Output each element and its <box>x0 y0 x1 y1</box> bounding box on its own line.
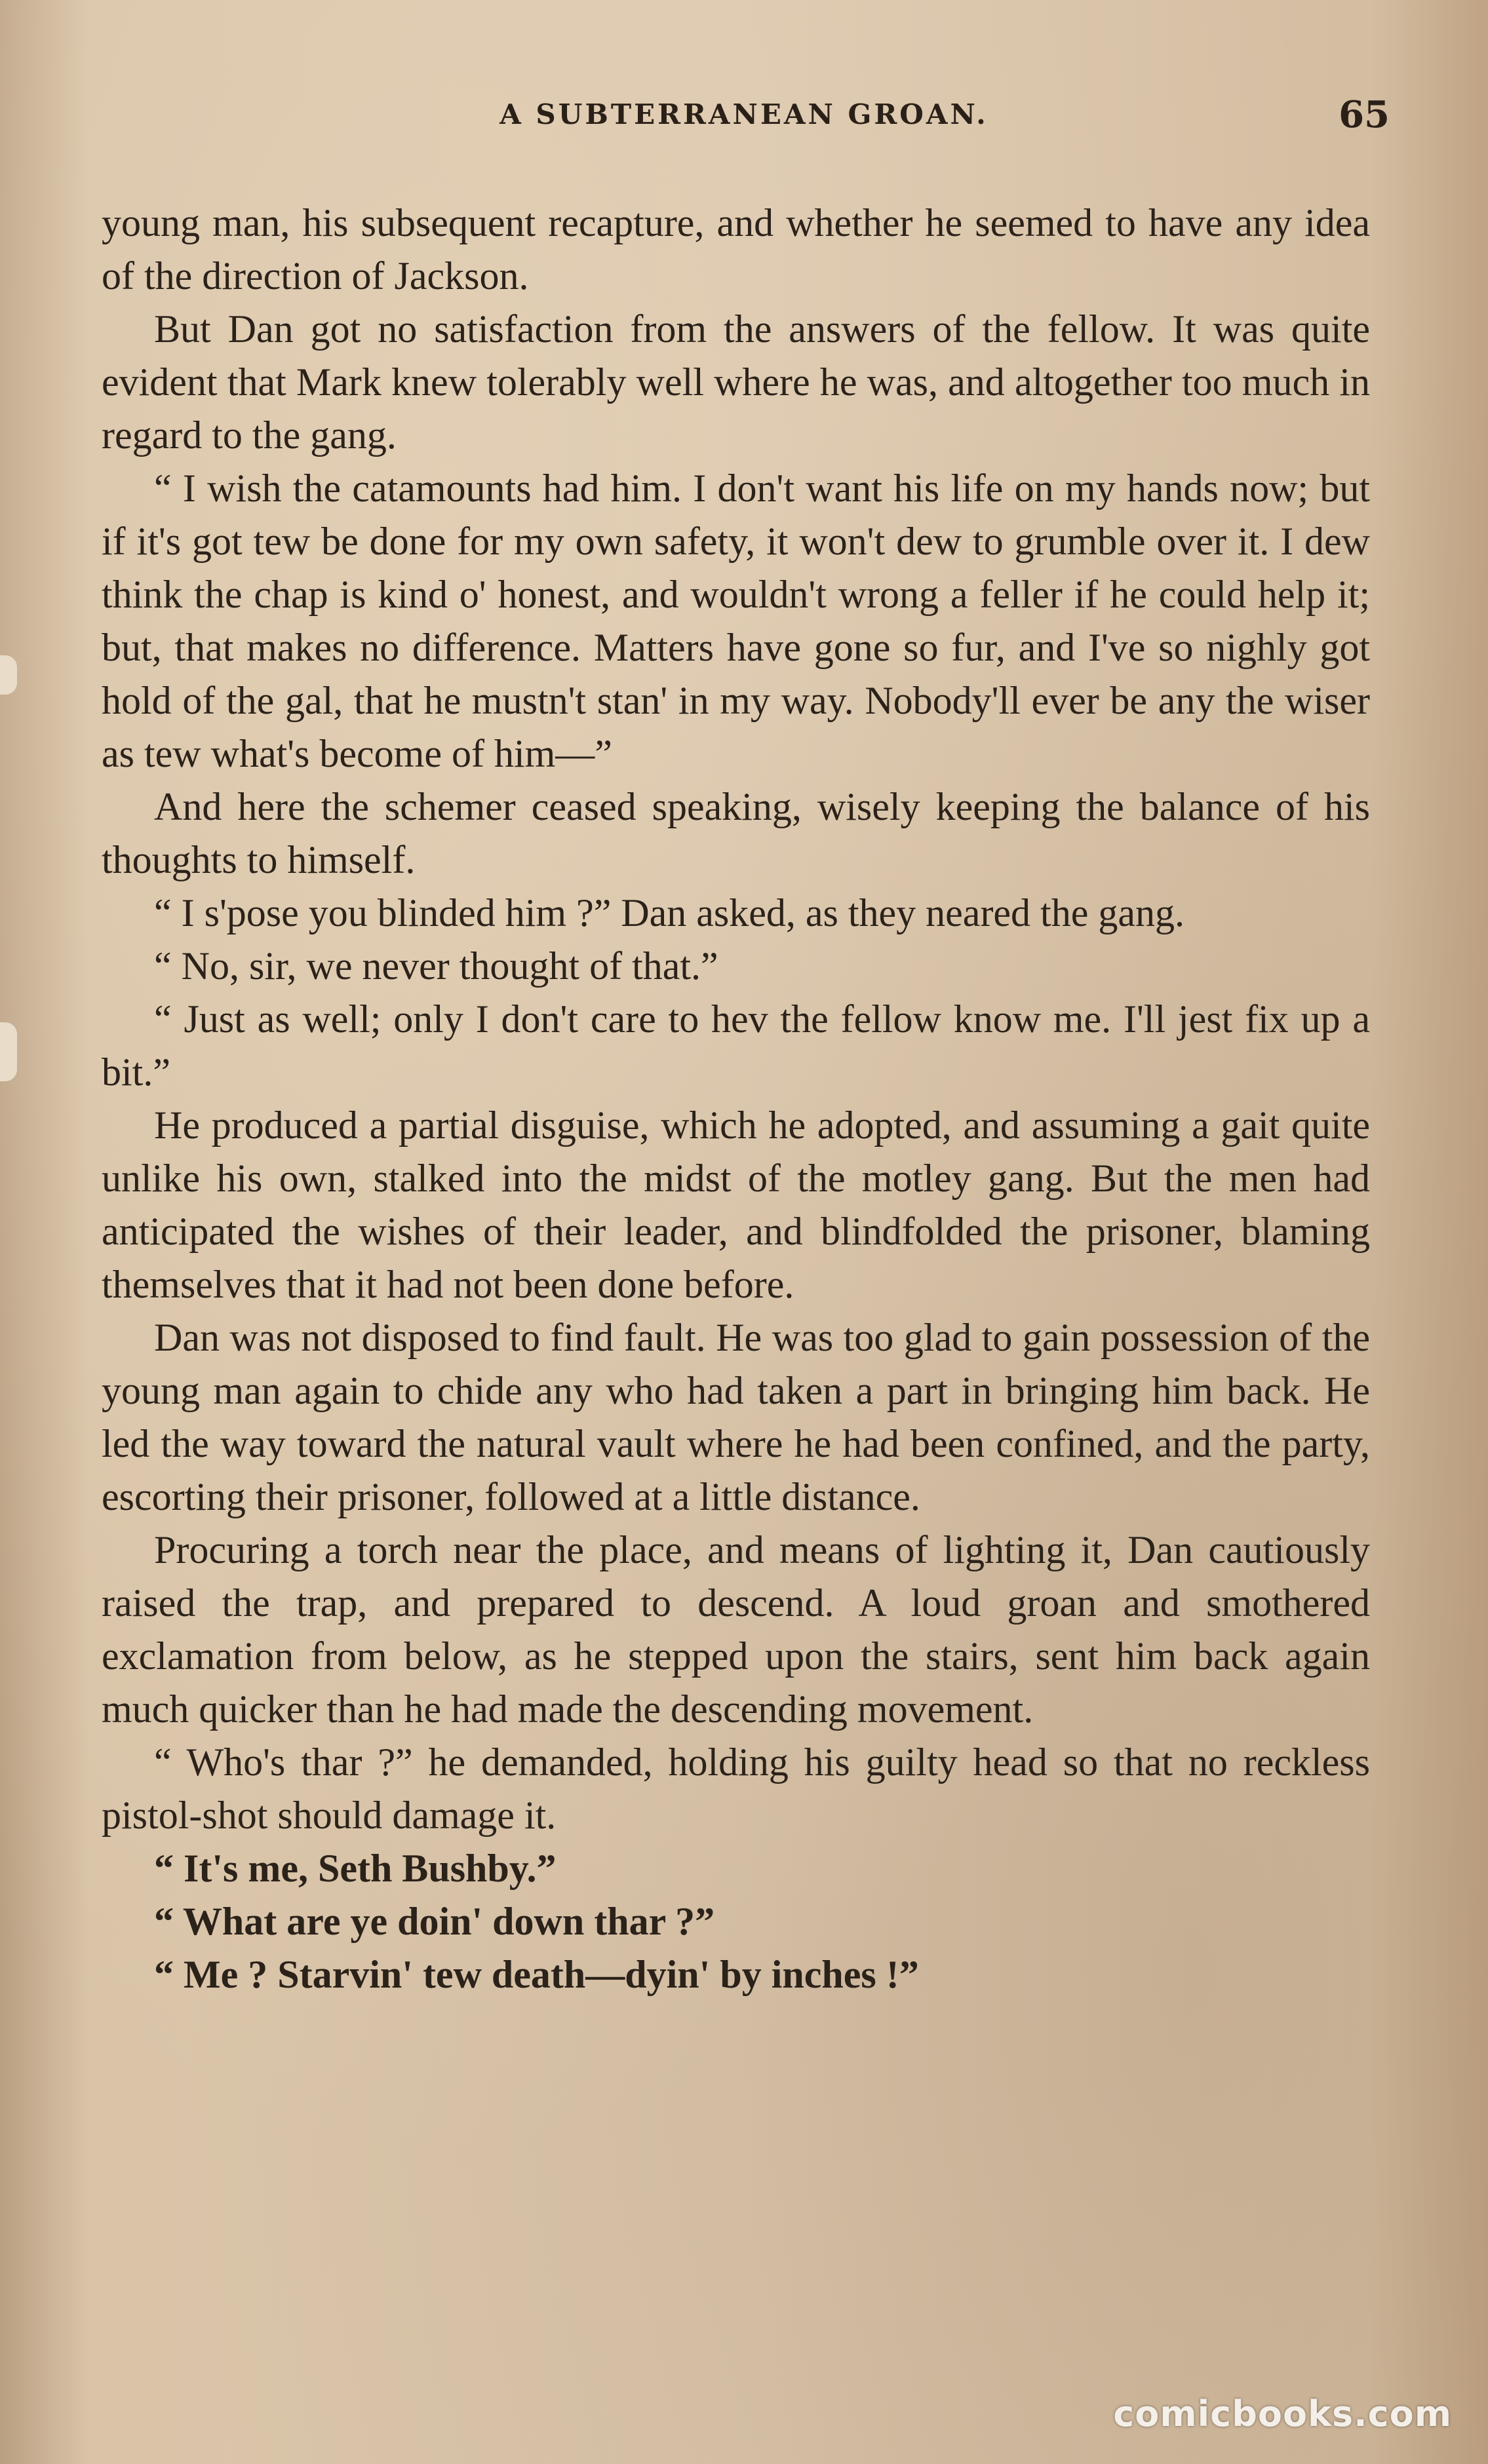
page-edge-tear <box>0 1022 17 1081</box>
paragraph: young man, his subsequent recapture, and whether he seemed to have any idea of the direction of Jackson. <box>102 201 1370 298</box>
paragraph: But Dan got no satisfaction from the answers of the fellow. It was quite evident that Mark knew tolerably well where he was, and altogether too much in regard to the gang. <box>102 307 1370 457</box>
body-text <box>102 197 1370 2001</box>
paragraph: “ Just as well; only I don't care to hev the fellow know me. I'll jest fix up a bit.” <box>102 997 1370 1094</box>
paragraph: Procuring a torch near the place, and means of lighting it, Dan cautiously raised the trap, and prepared to descend. A loud groan and smothered exclamation from below, as he stepped upon the stairs, sent him back again much quicker than he had made the descending movement. <box>102 1528 1370 1731</box>
paragraph: “ It's me, Seth Bushby.” <box>154 1847 557 1890</box>
paragraph: “ No, sir, we never thought of that.” <box>154 944 718 988</box>
paragraph: Dan was not disposed to find fault. He was too glad to gain possession of the young man again to chide any who had taken a part in bringing him back. He led the way toward the natural vault where he had been confined, and the party, escorting their prisoner, followed at a little distance. <box>102 1316 1370 1518</box>
paragraph: “ What are ye doin' down thar ?” <box>154 1900 715 1943</box>
paragraph: And here the schemer ceased speaking, wisely keeping the balance of his thoughts to himself. <box>102 785 1370 881</box>
paragraph: He produced a partial disguise, which he adopted, and assuming a gait quite unlike his own, stalked into the midst of the motley gang. But the men had anticipated the wishes of their leader, and blindfolded the prisoner, blaming themselves that it had not been done before. <box>102 1104 1370 1306</box>
paragraph: “ Me ? Starvin' tew death—dyin' by inches !” <box>154 1953 919 1996</box>
paragraph: “ I wish the catamounts had him. I don't want his life on my hands now; but if it's got tew be done for my own safety, it won't dew to grumble over it. I dew think the chap is kind o' honest, and wouldn't wrong a feller if he could help it; but, that makes no difference. Matters have gone so fur, and I've so nighly got hold of the gal, that he mustn't stan' in my way. Nobody'll ever be any the wiser as tew what's become of him—” <box>102 467 1370 775</box>
watermark: comicbooks.com <box>1113 2393 1452 2435</box>
running-head: A SUBTERRANEAN GROAN. <box>499 98 989 130</box>
page-number: 65 <box>1339 93 1390 136</box>
page-header <box>98 93 1390 144</box>
paragraph: “ I s'pose you blinded him ?” Dan asked, as they neared the gang. <box>154 891 1185 934</box>
page-edge-tear <box>0 655 17 695</box>
paragraph: “ Who's thar ?” he demanded, holding his guilty head so that no reckless pistol-shot should damage it. <box>102 1741 1370 1837</box>
